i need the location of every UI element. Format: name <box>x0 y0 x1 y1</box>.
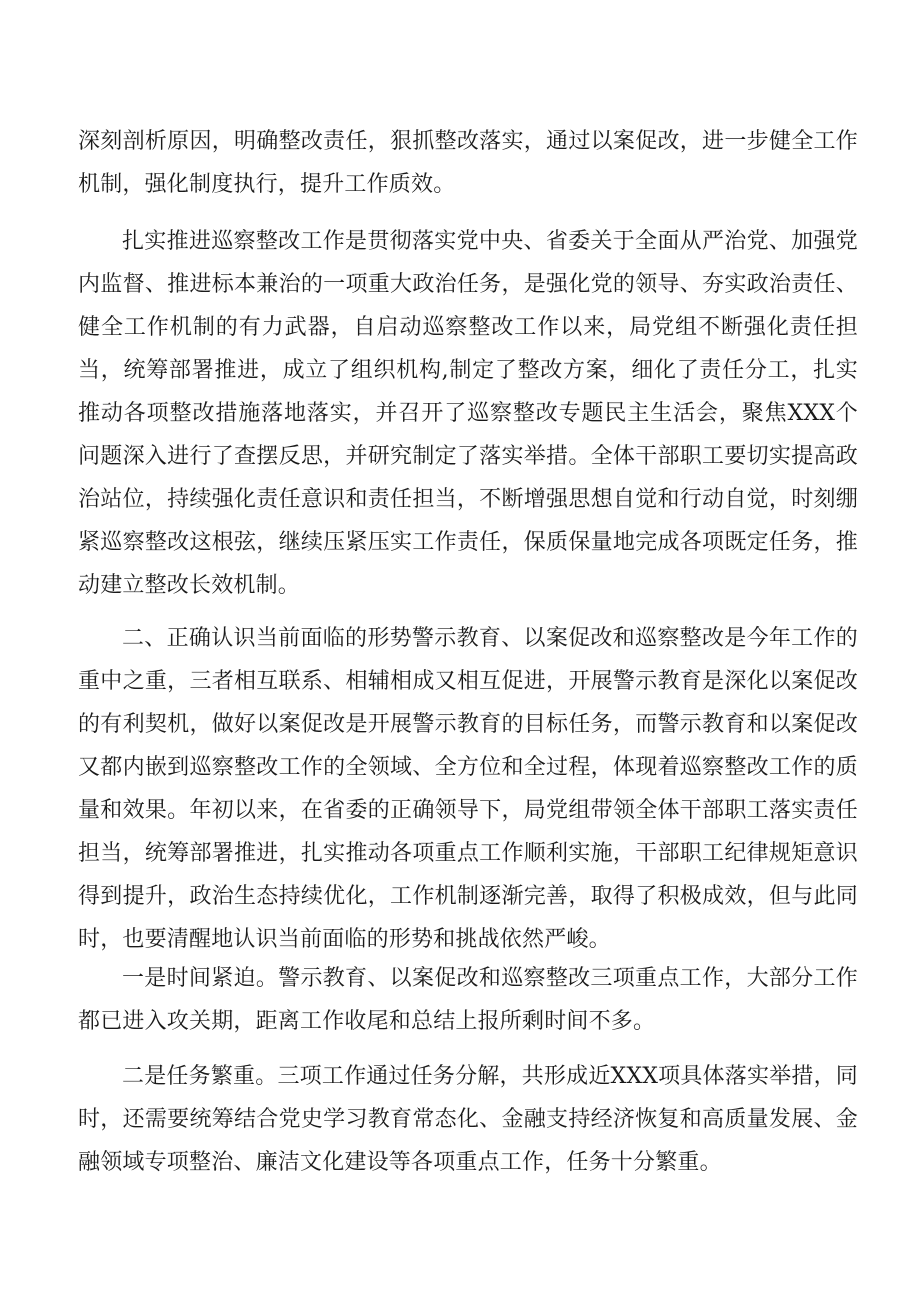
paragraph-continuation: 深刻剖析原因，明确整改责任，狠抓整改落实，通过以案促改，进一步健全工作机制，强化制度执行，提升工作质效。 <box>78 129 858 197</box>
paragraph-heavy-tasks: 二是任务繁重。三项工作通过任务分解，共形成近XXX项具体落实举措，同时，还需要统筹结合党史学习教育常态化、金融支持经济恢复和高质量发展、金融领域专项整治、廉洁文化建设等各项重点工作，任务十分繁重。 <box>78 1064 858 1175</box>
paragraph-time-pressing: 一是时间紧迫。警示教育、以案促改和巡察整改三项重点工作，大部分工作都已进入攻关期，距离工作收尾和总结上报所剩时间不多。 <box>78 966 858 1034</box>
paragraph-inspection-rectification: 扎实推进巡察整改工作是贯彻落实党中央、省委关于全面从严治党、加强党内监督、推进标本兼治的一项重大政治任务，是强化党的领导、夯实政治责任、健全工作机制的有力武器，自启动巡察整改工作以来，局党组不断强化责任担当，统筹部署推进，成立了组织机构,制定了整改方案，细化了责任分工，扎实推动各项整改措施落地落实，并召开了巡察整改专题民主生活会，聚焦XXX个问题深入进行了查摆反思，并研究制定了落实举措。全体干部职工要切实提高政治站位，持续强化责任意识和责任担当，不断增强思想自觉和行动自觉，时刻绷紧巡察整改这根弦，继续压紧压实工作责任，保质保量地完成各项既定任务，推动建立整改长效机制。 <box>78 229 858 598</box>
paragraph-situation-heading: 二、正确认识当前面临的形势警示教育、以案促改和巡察整改是今年工作的重中之重，三者相互联系、相辅相成又相互促进，开展警示教育是深化以案促改的有利契机，做好以案促改是开展警示教育的目标任务，而警示教育和以案促改又都内嵌到巡察整改工作的全领域、全方位和全过程，体现着巡察整改工作的质量和效果。年初以来，在省委的正确领导下，局党组带领全体干部职工落实责任担当，统筹部署推进，扎实推动各项重点工作顺利实施，干部职工纪律规矩意识得到提升，政治生态持续优化，工作机制逐渐完善，取得了积极成效，但与此同时，也要清醒地认识当前面临的形势和挑战依然严峻。 <box>78 626 858 952</box>
